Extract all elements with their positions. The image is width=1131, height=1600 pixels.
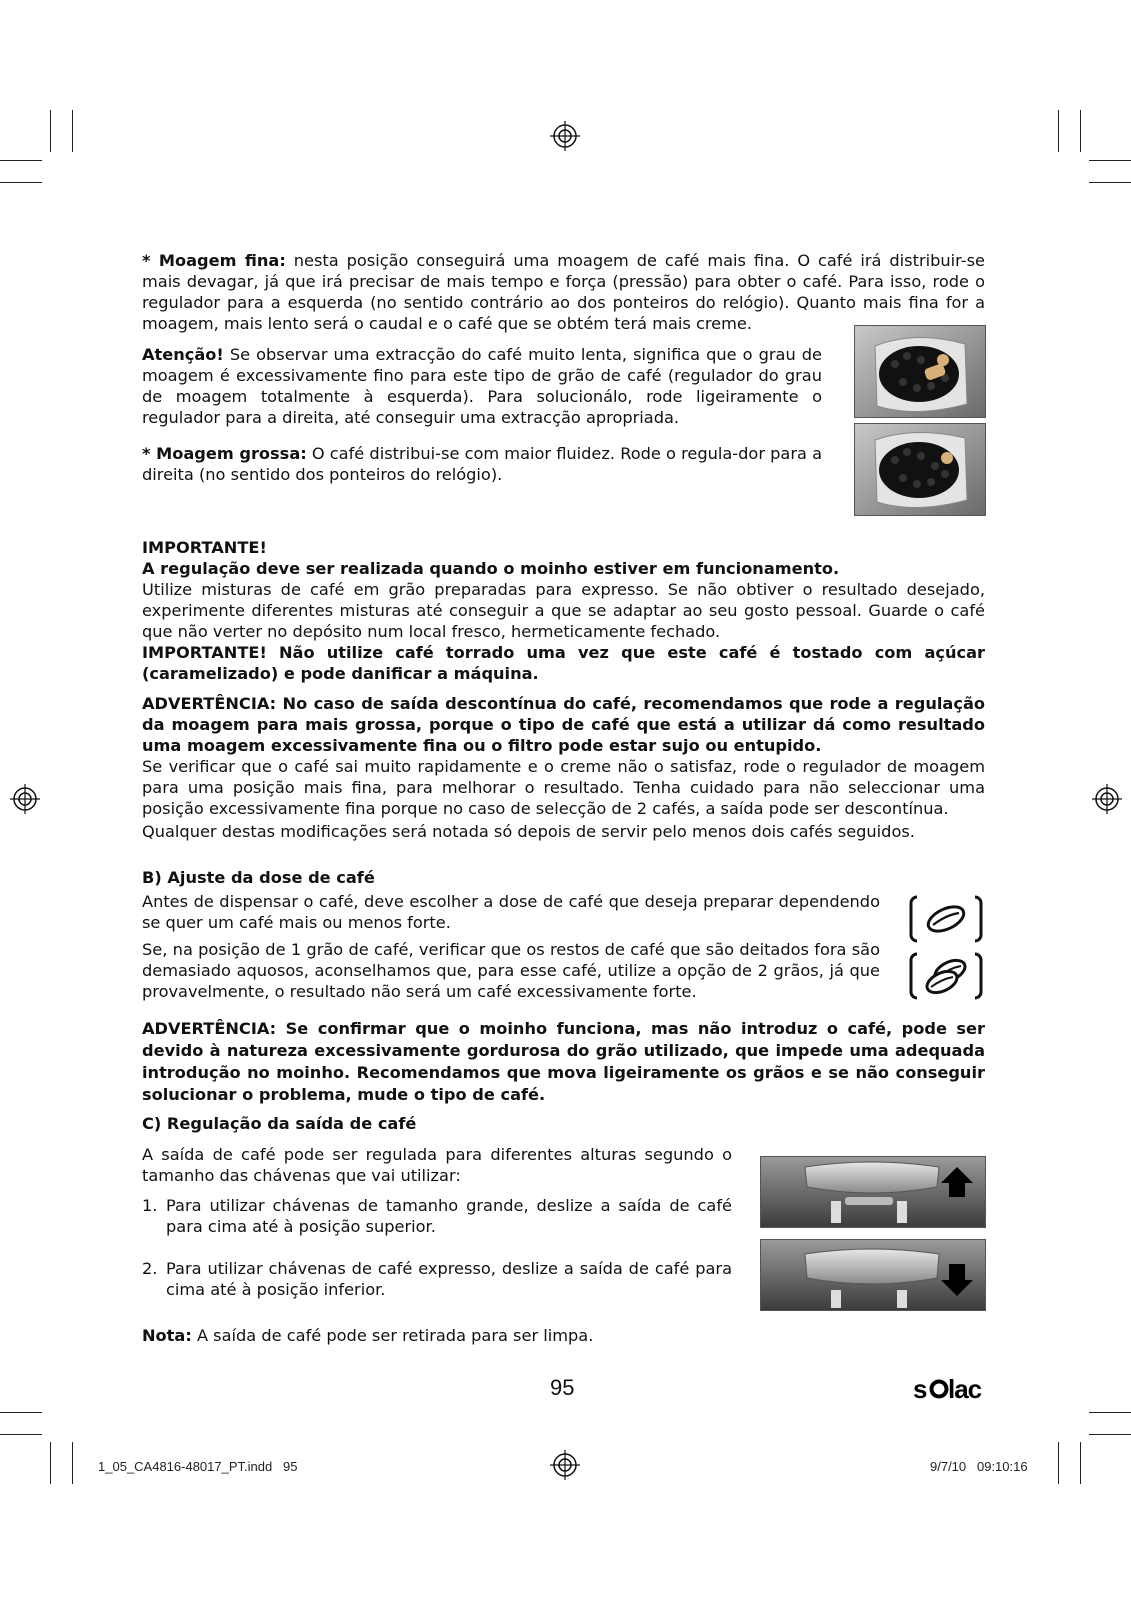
fine-grind-text: nesta posição conseguirá uma moagem de café mais fina. O café irá distribuir-se mais devagar, já que irá precisar de mais tempo e força (pressão) para obter o café. Para isso, rode o regulador para a esquerda (no sentido contrário ao dos ponteiros do relógio). Quanto mais fina for a moagem, mais lento será o caudal e o café que se obtém terá mais creme. <box>142 251 985 333</box>
crop-mark <box>72 110 73 152</box>
important-warning-text: IMPORTANTE! Não utilize café torrado uma vez que este café é tostado com açúcar (caramelizado) e pode danificar a máquina. <box>142 643 985 683</box>
list-item-text: Para utilizar chávenas de café expresso, deslize a saída de café para cima até à posição inferior. <box>166 1259 732 1299</box>
crop-mark <box>0 182 42 183</box>
grinder-coarse-photo <box>854 423 986 516</box>
list-item-number: 2. <box>142 1259 158 1278</box>
dose-paragraph-2: Se, na posição de 1 grão de café, verificar que os restos de café que são deitados fora são demasiado aquosos, aconselhamos que, para esse café, utilize a opção de 2 grãos, já que provavelmente, o resultado não será um café excessivamente forte. <box>142 940 880 1001</box>
important-title: IMPORTANTE! <box>142 538 267 557</box>
warning-discontinuous-detail: Se verificar que o café sai muito rapidamente e o creme não o satisfaz, rode o regulador de moagem para uma posição mais fina, para melhorar o resultado. Tenha cuidado para não seleccionar uma posição excessivamente fina porque no caso de selecção de 2 cafés, a saída pode ser descontínua. <box>142 757 985 818</box>
crop-mark <box>0 160 42 161</box>
list-item-text: Para utilizar chávenas de tamanho grande, deslize a saída de café para cima até à posição superior. <box>166 1196 732 1236</box>
outlet-heading: C) Regulação da saída de café <box>142 1114 417 1133</box>
outlet-up-photo <box>760 1156 986 1228</box>
attention-label: Atenção! <box>142 345 224 364</box>
registration-mark-icon <box>550 1450 580 1480</box>
crop-mark <box>1080 1442 1081 1484</box>
list-item <box>142 1258 732 1300</box>
list-item <box>142 1195 732 1237</box>
crop-mark <box>72 1442 73 1484</box>
registration-mark-icon <box>550 121 580 151</box>
timestamp: 9/7/10 09:10:16 <box>930 1459 1028 1474</box>
note-label: Nota: <box>142 1326 192 1345</box>
attention-paragraph <box>142 344 822 428</box>
attention-text: Se observar uma extracção do café muito lenta, significa que o grau de moagem é excessivamente fino para este tipo de grão de café (regulador do grau de moagem totalmente à esquerda). Para solucionálo, rode ligeiramente o regulador para a direita, até conseguir uma extracção apropriada. <box>142 345 822 427</box>
list-item-number: 1. <box>142 1196 158 1215</box>
crop-mark <box>50 1442 51 1484</box>
modifications-note: Qualquer destas modificações será notada só depois de servir pelo menos dois cafés seguidos. <box>142 822 915 841</box>
grinder-fine-photo <box>854 325 986 418</box>
fine-grind-paragraph <box>142 250 985 334</box>
crop-mark <box>50 110 51 152</box>
crop-mark <box>1089 1434 1131 1435</box>
svg-text:s: s <box>913 1374 927 1404</box>
outlet-intro: A saída de café pode ser regulada para diferentes alturas segundo o tamanho das chávenas que vai utilizar: <box>142 1145 732 1185</box>
outlet-steps-list <box>142 1195 732 1300</box>
outlet-down-photo <box>760 1239 986 1311</box>
solac-logo <box>913 1372 985 1404</box>
dose-paragraph-1: Antes de dispensar o café, deve escolher a dose de café que deseja preparar dependendo se quer um café mais ou menos forte. <box>142 892 880 932</box>
fine-grind-label: * Moagem fina: <box>142 251 286 270</box>
dose-heading: B) Ajuste da dose de café <box>142 868 375 887</box>
coarse-grind-paragraph <box>142 443 822 485</box>
important-block <box>142 537 985 842</box>
note-text: A saída de café pode ser retirada para ser limpa. <box>191 1326 594 1345</box>
svg-text:lac: lac <box>948 1374 982 1404</box>
warning-discontinuous-text: ADVERTÊNCIA: No caso de saída descontínua do café, recomendamos que rode a regulação da moagem para mais grossa, porque o tipo de café que está a utilizar dá como resultado uma moagem excessivamente fina ou o filtro pode estar sujo ou entupido. <box>142 694 985 755</box>
registration-mark-icon <box>10 784 40 814</box>
file-name: 1_05_CA4816-48017_PT.indd 95 <box>98 1459 298 1474</box>
important-bold-text: A regulação deve ser realizada quando o moinho estiver em funcionamento. <box>142 559 840 578</box>
crop-mark <box>1089 182 1131 183</box>
crop-mark <box>1089 160 1131 161</box>
coarse-grind-label: * Moagem grossa: <box>142 444 307 463</box>
one-bean-icon <box>909 895 983 943</box>
crop-mark <box>1058 110 1059 152</box>
dose-warning: ADVERTÊNCIA: Se confirmar que o moinho funciona, mas não introduz o café, pode ser devido à natureza excessivamente gordurosa do grão utilizado, que impede uma adequada introdução no moinho. Recomendamos que mova ligeiramente os grãos e se não conseguir solucionar o problema, mude o tipo de café. <box>142 1019 985 1104</box>
outlet-note <box>142 1325 842 1346</box>
dose-section <box>142 867 880 1002</box>
registration-mark-icon <box>1092 784 1122 814</box>
crop-mark <box>1080 110 1081 152</box>
two-beans-icon <box>909 952 983 1000</box>
outlet-section <box>142 1113 732 1300</box>
page-number: 95 <box>550 1375 575 1400</box>
crop-mark <box>0 1412 42 1413</box>
coarse-grind-text: O café distribui-se com maior fluidez. Rode o regula-dor para a direita (no sentido dos ponteiros do relógio). <box>142 444 822 484</box>
crop-mark <box>1058 1442 1059 1484</box>
crop-mark <box>0 1434 42 1435</box>
important-text: Utilize misturas de café em grão preparadas para expresso. Se não obtiver o resultado desejado, experimente diferentes misturas até conseguir a que se adaptar ao seu gosto pessoal. Guarde o café que não verter no depósito num local fresco, hermeticamente fechado. <box>142 580 985 641</box>
crop-mark <box>1089 1412 1131 1413</box>
